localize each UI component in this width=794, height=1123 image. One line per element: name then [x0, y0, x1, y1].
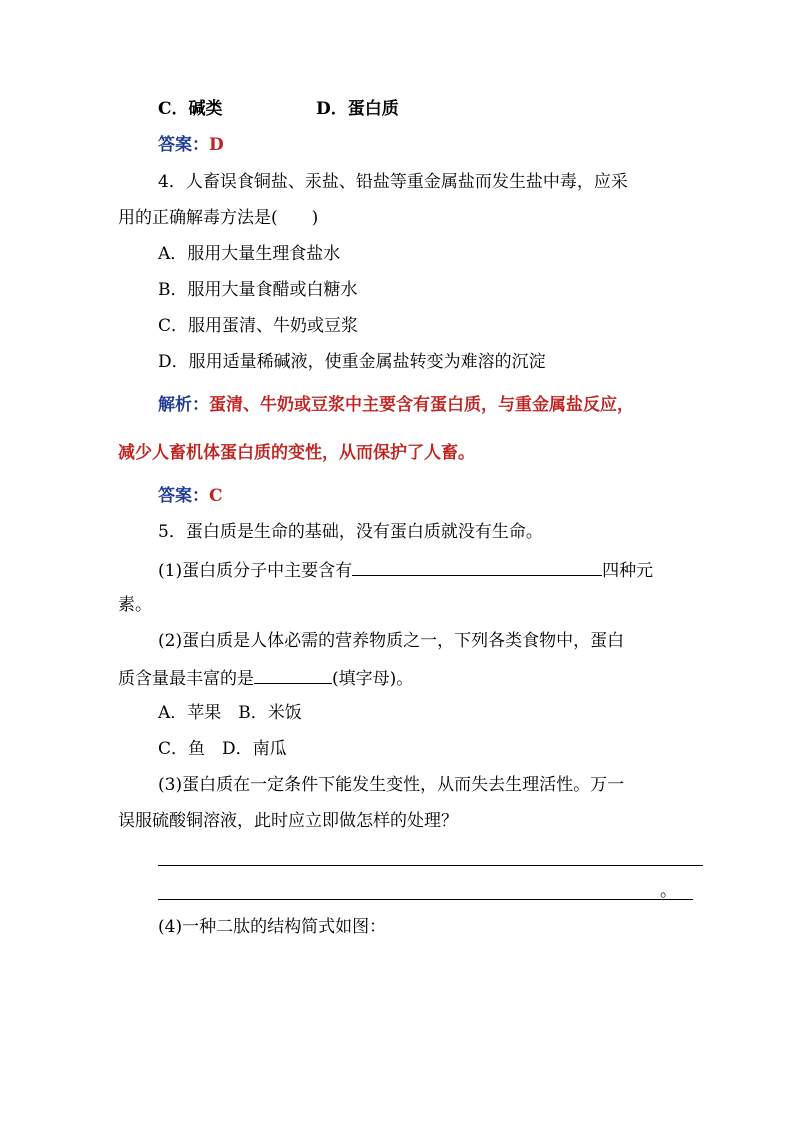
q4-option-a: A．服用大量生理食盐水: [158, 244, 341, 264]
q4-analysis: [158, 393, 634, 417]
q5-stem: 5．蛋白质是生命的基础，没有蛋白质就没有生命。: [158, 522, 543, 542]
q4-answer: [158, 484, 223, 508]
q5-part3-answer-line-2[interactable]: [158, 899, 693, 900]
q4-option-c: C．服用蛋清、牛奶或豆浆: [158, 316, 359, 336]
q5-part4: (4)一种二肽的结构简式如图：: [158, 917, 387, 937]
q5-part2-line2: [118, 665, 413, 691]
q5-part1-line2: 素。: [118, 595, 152, 615]
q5-part3-line1: (3)蛋白质在一定条件下能发生变性，从而失去生理活性。万一: [158, 775, 625, 795]
q5-part1-text: (1)蛋白质分子中主要含有: [158, 561, 353, 581]
q3-option-c: C．碱类: [158, 99, 223, 119]
q3-option-row: [158, 97, 399, 121]
q3-answer-label: 答案：: [158, 135, 209, 155]
q4-analysis-cont: [118, 441, 475, 465]
q4-stem-line1: 4．人畜误食铜盐、汞盐、铅盐等重金属盐而发生盐中毒，应采: [158, 172, 628, 192]
q5-part1-text-after: 四种元: [602, 561, 654, 581]
q4-option-d: D．服用适量稀碱液，使重金属盐转变为难溶的沉淀: [158, 352, 546, 372]
q5-part2-options-row2: C．鱼 D．南瓜: [158, 739, 287, 759]
q4-analysis-text-2: 减少人畜机体蛋白质的变性，从而保护了人畜。: [118, 443, 475, 463]
q5-part1: [158, 557, 653, 583]
q5-part1-blank[interactable]: [352, 557, 602, 576]
q3-answer-value: D: [209, 135, 224, 155]
q5-part2-blank[interactable]: [254, 665, 332, 684]
q5-part2-line1: (2)蛋白质是人体必需的营养物质之一，下列各类食物中，蛋白: [158, 631, 625, 651]
q4-option-b: B．服用大量食醋或白糖水: [158, 280, 358, 300]
q4-answer-label: 答案：: [158, 486, 209, 506]
q5-part3-answer-line-1[interactable]: [158, 865, 703, 866]
q4-analysis-label: 解析：: [158, 395, 209, 415]
q3-answer: [158, 133, 224, 157]
q5-part3-line2: 误服硫酸铜溶液，此时应立即做怎样的处理？: [118, 811, 458, 831]
q4-stem-line2: 用的正确解毒方法是( ): [118, 208, 319, 228]
q5-part3-end-mark: 。: [660, 881, 677, 901]
q4-analysis-text: 蛋清、牛奶或豆浆中主要含有蛋白质，与重金属盐反应，: [209, 395, 634, 415]
q5-part2-text-after: (填字母)。: [332, 669, 414, 689]
q5-part2-options-row1: A．苹果 B．米饭: [158, 703, 302, 723]
q3-option-d: D．蛋白质: [316, 99, 399, 119]
q4-answer-value: C: [209, 486, 223, 506]
q5-part2-text: 质含量最丰富的是: [118, 669, 254, 689]
